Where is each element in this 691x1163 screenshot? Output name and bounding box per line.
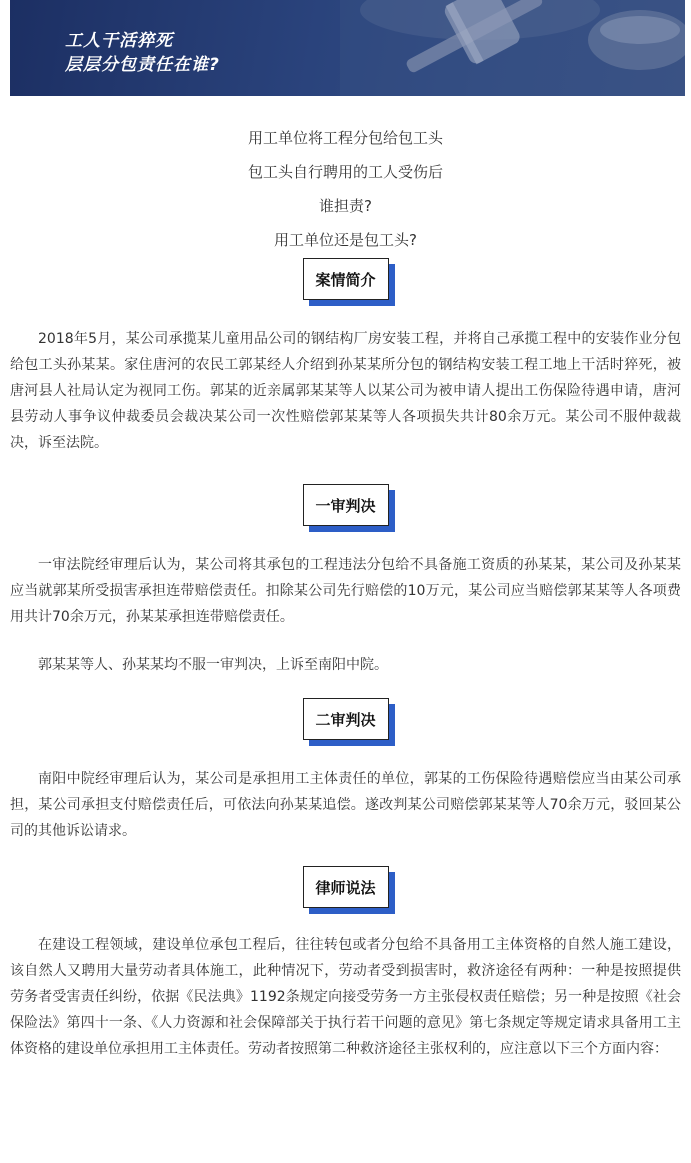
intro-line: 谁担责?: [319, 197, 372, 215]
heading-label: 二审判决: [303, 698, 389, 740]
banner-title-line1: 工人干活猝死: [65, 31, 173, 51]
section-heading-case: [0, 258, 691, 300]
section-heading-lawyer: [0, 866, 691, 908]
heading-label: 案情简介: [303, 258, 389, 300]
banner-title-line2: 层层分包责任在谁?: [65, 55, 220, 75]
second-trial-paragraph: 南阳中院经审理后认为，某公司是承担用工主体责任的单位，郭某的工伤保险待遇赔偿应当由某公司承担，某公司承担支付赔偿责任后，可依法向孙某某追偿。遂改判某公司赔偿郭某某等人70余万元，驳回某公司的其他诉讼请求。: [10, 771, 681, 839]
header-banner: [10, 0, 685, 96]
case-paragraph: 2018年5月，某公司承揽某儿童用品公司的钢结构厂房安装工程，并将自己承揽工程中的安装作业分包给包工头孙某某。家住唐河的农民工郭某经人介绍到孙某某所分包的钢结构安装工程工地上干活时猝死，被唐河县人社局认定为视同工伤。郭某的近亲属郭某某等人以某公司为被申请人提出工伤保险待遇申请，唐河县劳动人事争议仲裁委员会裁决某公司一次性赔偿郭某某等人各项损失共计80余万元。某公司不服仲裁裁决，诉至法院。: [10, 331, 681, 451]
section-heading-first-trial: [0, 484, 691, 526]
intro-questions: [0, 128, 691, 250]
lawyer-paragraph: 在建设工程领域，建设单位承包工程后，往往转包或者分包给不具备用工主体资格的自然人施工建设，该自然人又聘用大量劳动者具体施工，此种情况下，劳动者受到损害时，救济途径有两种：一种是按照提供劳务者受害责任纠纷，依据《民法典》1192条规定向接受劳务一方主张侵权责任赔偿；另一种是按照《社会保险法》第四十一条、《人力资源和社会保障部关于执行若干问题的意见》第七条规定等规定请求具备用工主体资格的建设单位承担用工主体责任。劳动者按照第二种救济途径主张权利的，应注意以下三个方面内容：: [10, 937, 681, 1057]
heading-label: 一审判决: [303, 484, 389, 526]
intro-line: 用工单位还是包工头?: [274, 231, 417, 249]
heading-label: 律师说法: [303, 866, 389, 908]
gavel-illustration: [340, 0, 685, 96]
section-heading-second-trial: [0, 698, 691, 740]
first-trial-appeal-paragraph: 郭某某等人、孙某某均不服一审判决，上诉至南阳中院。: [38, 657, 388, 673]
intro-line: 用工单位将工程分包给包工头: [247, 129, 443, 147]
intro-line: 包工头自行聘用的工人受伤后: [247, 163, 443, 181]
first-trial-paragraph: 一审法院经审理后认为，某公司将其承包的工程违法分包给不具备施工资质的孙某某，某公司及孙某某应当就郭某所受损害承担连带赔偿责任。扣除某公司先行赔偿的10万元，某公司应当赔偿郭某某等人各项费用共计70余万元，孙某某承担连带赔偿责任。: [10, 557, 681, 625]
